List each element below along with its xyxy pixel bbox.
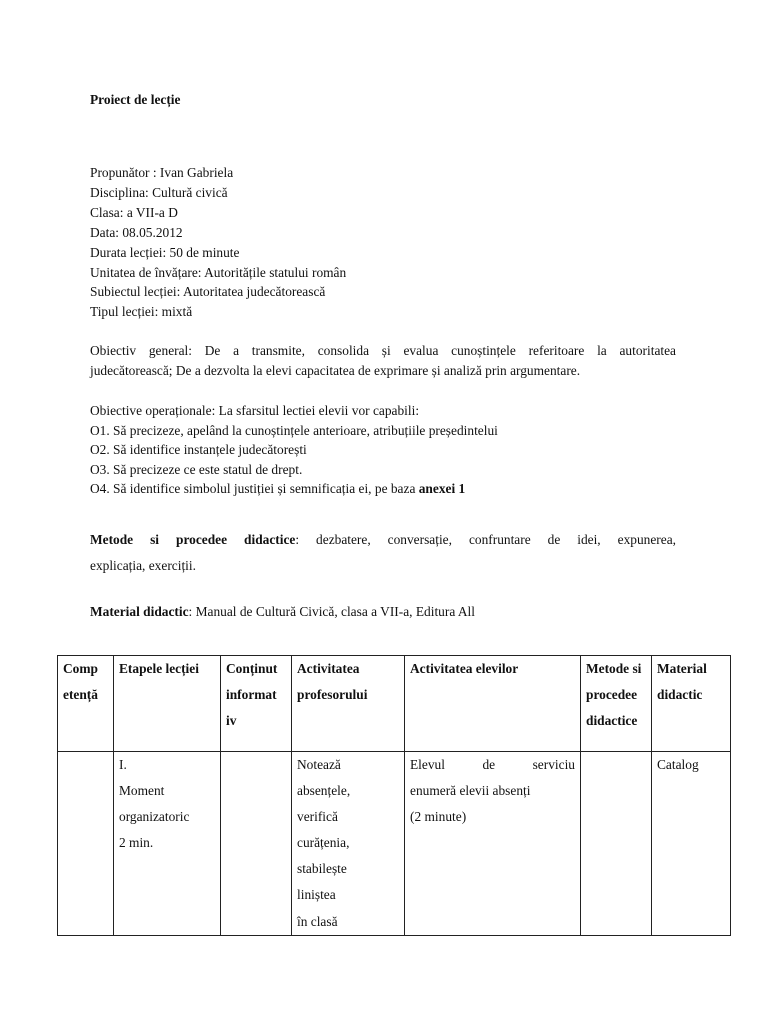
etapa-line: 2 min. — [119, 835, 154, 851]
header-elevi: Activitatea elevilor — [405, 656, 581, 752]
cell-elevi — [405, 752, 581, 936]
objective-o1: O1. Să precizeze, apelând la cunoștințele anterioare, atribuțiile președintelui — [90, 422, 498, 438]
elevi-line3: (2 minute) — [410, 809, 467, 825]
cell-material: Catalog — [652, 752, 731, 936]
table-header-row — [58, 656, 731, 752]
objective-o4 — [90, 479, 498, 499]
header-material: Material didactic — [652, 656, 731, 752]
profesor-line: absențele, — [297, 783, 351, 799]
info-propunator: Propunător : Ivan Gabriela — [90, 165, 234, 180]
objective-o4-annex: anexei 1 — [418, 481, 466, 496]
header-profesor: Activitatea profesorului — [292, 656, 405, 752]
document-title: Proiect de lecție — [90, 92, 181, 107]
table-row — [58, 752, 731, 936]
operational-objectives-intro: Obiective operaționale: La sfarsitul lectiei elevii vor capabili: — [90, 403, 420, 418]
etapa-line: organizatoric — [119, 809, 190, 825]
profesor-line: liniștea — [297, 887, 336, 903]
operational-objectives — [90, 401, 498, 499]
elevi-line2: enumeră elevii absenți — [410, 783, 531, 799]
info-subiectul: Subiectul lecției: Autoritatea judecătorească — [90, 284, 326, 300]
profesor-line: stabilește — [297, 861, 347, 877]
header-metode: Metode si procedee didactice — [581, 656, 652, 752]
info-durata: Durata lecției: 50 de minute — [90, 244, 240, 260]
info-clasa: Clasa: a VII-a D — [90, 204, 178, 220]
profesor-line: în clasă — [297, 913, 338, 929]
objective-o3: O3. Să precizeze ce este statul de drept. — [90, 461, 303, 477]
material-label: Material didactic — [90, 604, 189, 619]
info-data: Data: 08.05.2012 — [90, 224, 183, 240]
material-section — [90, 604, 475, 620]
methods-line1 — [90, 527, 676, 553]
methods-label: Metode si procedee didactice — [90, 532, 296, 547]
cell-etapa — [114, 752, 221, 936]
objective-o4-text: O4. Să identifice simbolul justiției și semnificația ei, pe baza — [90, 481, 419, 496]
material-text: : Manual de Cultură Civică, clasa a VII-a, Editura All — [188, 604, 475, 619]
methods-section — [90, 527, 676, 578]
cell-metode — [581, 752, 652, 936]
lesson-info — [90, 163, 346, 322]
cell-profesor — [292, 752, 405, 936]
objective-o2: O2. Să identifice instanțele judecătorești — [90, 442, 307, 457]
info-disciplina: Disciplina: Cultură civică — [90, 184, 228, 200]
info-tipul: Tipul lecției: mixtă — [90, 304, 193, 320]
general-objective-line2: judecătorească; De a dezvolta la elevi capacitatea de exprimare și analiză prin argumentare. — [90, 362, 581, 378]
methods-line2: explicația, exerciții. — [90, 557, 196, 573]
etapa-line: Moment — [119, 783, 165, 799]
general-objective — [90, 341, 676, 380]
header-competenta: Comp etență — [58, 656, 114, 752]
cell-continut — [221, 752, 292, 936]
header-continut: Conținut informat iv — [221, 656, 292, 752]
elevi-line1: Elevul de serviciu — [410, 757, 575, 772]
methods-text1: : dezbatere, conversație, confruntare de idei, expunerea, — [295, 532, 676, 547]
profesor-line: curățenia, — [297, 835, 350, 851]
etapa-line: I. — [119, 757, 127, 772]
lesson-table — [57, 655, 731, 936]
cell-competenta — [58, 752, 114, 936]
profesor-line: Notează — [297, 757, 341, 772]
info-unitatea: Unitatea de învățare: Autoritățile statului român — [90, 264, 347, 280]
general-objective-line1: Obiectiv general: De a transmite, consolida și evalua cunoștințele referitoare la autoritatea — [90, 343, 676, 358]
header-etapele: Etapele lecției — [114, 656, 221, 752]
profesor-line: verifică — [297, 809, 338, 825]
